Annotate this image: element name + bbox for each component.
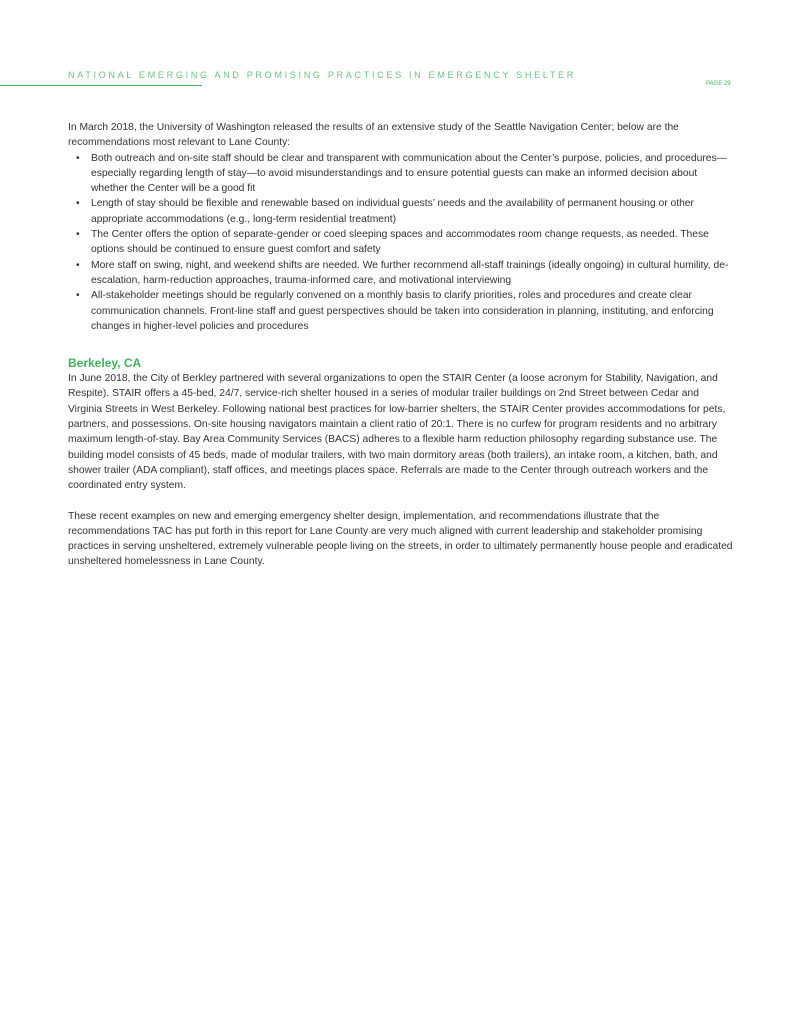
bullet-icon: • <box>76 198 80 210</box>
recommendations-list <box>68 151 733 335</box>
list-item-text: Length of stay should be flexible and renewable based on individual guests’ needs and the availability of permanent housing or other appropriate accommodations (e.g., long-term residential treatment) <box>91 198 694 225</box>
list-item <box>76 196 733 227</box>
bullet-icon: • <box>76 152 80 164</box>
list-item-text: All-stakeholder meetings should be regularly convened on a monthly basis to clarify priorities, roles and procedures and create clear communication channels. Front-line staff and guest perspectives should be taken into consideration in planning, instituting, and enforcing changes in higher-level policies and procedures <box>91 290 714 332</box>
closing-paragraph: These recent examples on new and emerging emergency shelter design, implementation, and recommendations illustrate that the recommendations TAC has put forth in this report for Lane County are very much aligned with current leadership and stakeholder promising practices in serving unsheltered, extremely vulnerable people living on the streets, in order to ultimately permanently house people and eradicated unsheltered homelessness in Lane County. <box>68 510 733 568</box>
berkeley-paragraph: In June 2018, the City of Berkley partnered with several organizations to open the STAIR Center (a loose acronym for Stability, Navigation, and Respite). STAIR offers a 45-bed, 24/7, service-rich shelter housed in a series of modular trailer buildings on 2nd Street between Cedar and Virginia Streets in West Berkeley. Following national best practices for low-barrier shelters, the STAIR Center provides accommodations for pets, partners, and possessions. On-site housing navigators maintain a client ratio of 20:1. There is no curfew for program residents and no arbitrary maximum length-of-stay. Bay Area Community Services (BACS) adheres to a flexible harm reduction philosophy regarding substance use. The building model consists of 45 beds, made of modular trailers, with two main dormitory areas (both trailers), an intake room, a kitchen, bath, and shower trailer (ADA compliant), staff offices, and meetings places space. Referrals are made to the Center through outreach workers and the coordinated entry system. <box>68 373 726 492</box>
bullet-icon: • <box>76 259 80 271</box>
list-item <box>76 151 733 197</box>
list-item-text: More staff on swing, night, and weekend shifts are needed. We further recommend all-staff trainings (ideally ongoing) in cultural humility, de-escalation, harm-reduction approaches, trauma-informed care, and motivational interviewing <box>91 259 729 286</box>
header-divider <box>0 85 202 86</box>
document-body <box>68 120 733 570</box>
list-item <box>76 258 733 289</box>
list-item-text: Both outreach and on-site staff should be clear and transparent with communication about the Center’s purpose, policies, and procedures—especially regarding length of stay—to avoid misunderstandings and to ensure potential guests can make an informed decision about whether the Center will be a good fit <box>91 152 727 195</box>
bullet-icon: • <box>76 290 80 302</box>
list-item-text: The Center offers the option of separate-gender or coed sleeping spaces and accommodates room change requests, as needed. These options should be continued to ensure guest comfort and safety <box>91 229 709 256</box>
intro-paragraph: In March 2018, the University of Washington released the results of an extensive study of the Seattle Navigation Center; below are the recommendations most relevant to Lane County: <box>68 122 679 149</box>
page-number: PAGE 29 <box>706 81 731 87</box>
running-header-title: NATIONAL EMERGING AND PROMISING PRACTICES IN EMERGENCY SHELTER <box>68 70 576 80</box>
list-item <box>76 288 733 334</box>
section-heading-berkeley: Berkeley, CA <box>68 356 142 371</box>
list-item <box>76 227 733 258</box>
bullet-icon: • <box>76 229 80 241</box>
